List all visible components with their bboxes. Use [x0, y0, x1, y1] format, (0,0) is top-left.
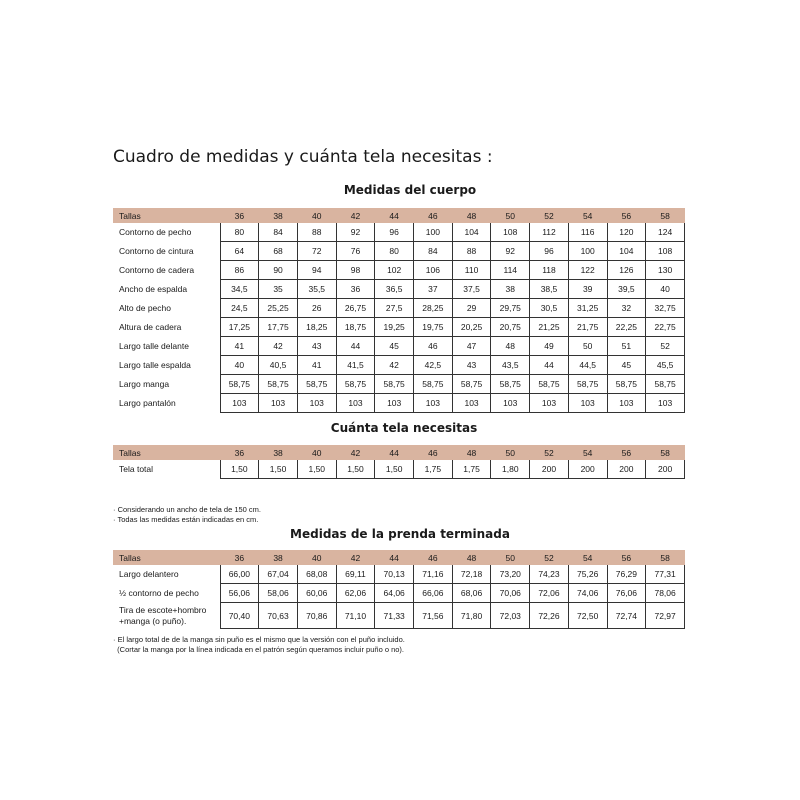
table-cell: 103 — [452, 394, 491, 413]
header-row — [113, 445, 685, 460]
row-label: Largo talle espalda — [119, 360, 191, 370]
table-cell: 51 — [607, 337, 646, 356]
table-cell: 35,5 — [297, 280, 336, 299]
table-cell: 80 — [375, 242, 414, 261]
header-row — [113, 550, 685, 565]
table-cell: 49 — [530, 337, 569, 356]
size-header: 50 — [491, 445, 530, 460]
table-cell: 72,18 — [452, 565, 491, 584]
table-cell: 88 — [452, 242, 491, 261]
table-cell: 103 — [297, 394, 336, 413]
table-cell: 98 — [336, 261, 375, 280]
size-header: 54 — [568, 445, 607, 460]
table-cell: 36 — [336, 280, 375, 299]
table-cell: 114 — [491, 261, 530, 280]
table-cell: 26 — [297, 299, 336, 318]
table-cell: 58,75 — [452, 375, 491, 394]
table-cell: 38,5 — [530, 280, 569, 299]
table-cell: 18,25 — [297, 318, 336, 337]
table-row — [113, 356, 685, 375]
table-cell: 39 — [568, 280, 607, 299]
table-cell: 58,75 — [297, 375, 336, 394]
table-cell: 45 — [607, 356, 646, 375]
table-cell: 43 — [297, 337, 336, 356]
size-header: 36 — [220, 208, 259, 223]
table-cell: 90 — [259, 261, 298, 280]
size-header: 38 — [259, 445, 298, 460]
garment-measurements-title: Medidas de la prenda terminada — [290, 527, 510, 541]
table-cell: 38 — [491, 280, 530, 299]
table-cell: 28,25 — [414, 299, 453, 318]
table-cell: 103 — [220, 394, 259, 413]
table-cell: 42,5 — [414, 356, 453, 375]
table-cell: 58,75 — [530, 375, 569, 394]
table-cell: 104 — [607, 242, 646, 261]
row-label: ½ contorno de pecho — [119, 588, 199, 598]
table-cell: 103 — [568, 394, 607, 413]
table-cell: 103 — [491, 394, 530, 413]
table-cell: 1,50 — [375, 460, 414, 479]
table-cell: 58,75 — [414, 375, 453, 394]
table-cell: 72,50 — [568, 603, 607, 629]
table-cell: 103 — [646, 394, 685, 413]
size-header: 44 — [375, 445, 414, 460]
table-cell: 47 — [452, 337, 491, 356]
size-header: 46 — [414, 445, 453, 460]
table-cell: 1,75 — [452, 460, 491, 479]
table-cell: 94 — [297, 261, 336, 280]
garment-notes — [113, 635, 405, 655]
size-header: 48 — [452, 445, 491, 460]
table-cell: 58,75 — [491, 375, 530, 394]
table-cell: 22,25 — [607, 318, 646, 337]
table-cell: 40 — [220, 356, 259, 375]
table-cell: 103 — [530, 394, 569, 413]
table-cell: 41 — [297, 356, 336, 375]
table-cell: 77,31 — [646, 565, 685, 584]
table-cell: 200 — [568, 460, 607, 479]
table-cell: 100 — [414, 223, 453, 242]
table-cell: 62,06 — [336, 584, 375, 603]
table-cell: 68,08 — [297, 565, 336, 584]
table-cell: 18,75 — [336, 318, 375, 337]
table-cell: 200 — [607, 460, 646, 479]
table-cell: 108 — [491, 223, 530, 242]
table-cell: 66,06 — [414, 584, 453, 603]
table-cell: 108 — [646, 242, 685, 261]
size-header: 50 — [491, 208, 530, 223]
table-cell: 1,50 — [297, 460, 336, 479]
table-cell: 122 — [568, 261, 607, 280]
table-row — [113, 460, 685, 479]
table-cell: 84 — [259, 223, 298, 242]
table-cell: 116 — [568, 223, 607, 242]
size-header: 54 — [568, 550, 607, 565]
table-cell: 20,25 — [452, 318, 491, 337]
table-cell: 35 — [259, 280, 298, 299]
table-cell: 71,56 — [414, 603, 453, 629]
table-cell: 73,20 — [491, 565, 530, 584]
table-cell: 41 — [220, 337, 259, 356]
table-cell: 1,80 — [491, 460, 530, 479]
table-cell: 76 — [336, 242, 375, 261]
table-cell: 29 — [452, 299, 491, 318]
table-cell: 58,75 — [336, 375, 375, 394]
table-cell: 118 — [530, 261, 569, 280]
size-header: 56 — [607, 550, 646, 565]
table-cell: 72,26 — [530, 603, 569, 629]
table-cell: 1,50 — [259, 460, 298, 479]
table-cell: 70,86 — [297, 603, 336, 629]
table-cell: 27,5 — [375, 299, 414, 318]
fabric-needed-table — [113, 445, 685, 479]
table-row — [113, 584, 685, 603]
table-cell: 103 — [607, 394, 646, 413]
table-cell: 56,06 — [220, 584, 259, 603]
table-cell: 72,03 — [491, 603, 530, 629]
table-cell: 104 — [452, 223, 491, 242]
table-cell: 30,5 — [530, 299, 569, 318]
table-cell: 17,75 — [259, 318, 298, 337]
table-cell: 66,00 — [220, 565, 259, 584]
table-row — [113, 565, 685, 584]
table-cell: 103 — [414, 394, 453, 413]
size-header: 44 — [375, 550, 414, 565]
table-cell: 58,75 — [375, 375, 414, 394]
fabric-note: · Considerando un ancho de tela de 150 cm. — [113, 505, 262, 514]
row-label: Tela total — [119, 464, 154, 475]
table-cell: 96 — [530, 242, 569, 261]
table-cell: 102 — [375, 261, 414, 280]
table-cell: 58,06 — [259, 584, 298, 603]
row-label: Contorno de cintura — [119, 246, 194, 256]
table-cell: 25,25 — [259, 299, 298, 318]
table-cell: 70,06 — [491, 584, 530, 603]
table-cell: 92 — [491, 242, 530, 261]
table-cell: 78,06 — [646, 584, 685, 603]
table-cell: 71,33 — [375, 603, 414, 629]
table-cell: 44 — [530, 356, 569, 375]
garment-measurements-table — [113, 550, 685, 629]
table-cell: 72 — [297, 242, 336, 261]
table-cell: 58,75 — [646, 375, 685, 394]
table-cell: 74,23 — [530, 565, 569, 584]
table-cell: 52 — [646, 337, 685, 356]
table-cell: 45 — [375, 337, 414, 356]
table-cell: 70,63 — [259, 603, 298, 629]
table-cell: 92 — [336, 223, 375, 242]
table-cell: 88 — [297, 223, 336, 242]
table-cell: 26,75 — [336, 299, 375, 318]
table-cell: 20,75 — [491, 318, 530, 337]
size-header: 52 — [530, 445, 569, 460]
table-cell: 43 — [452, 356, 491, 375]
table-cell: 58,75 — [568, 375, 607, 394]
size-header: 36 — [220, 550, 259, 565]
garment-note: · El largo total de de la manga sin puño es el mismo que la versión con el puño incluido. — [113, 635, 405, 644]
size-header: 42 — [336, 208, 375, 223]
garment-note: (Cortar la manga por la línea indicada en el patrón según queramos incluir puño o no). — [113, 645, 405, 654]
size-header: 40 — [297, 445, 336, 460]
table-cell: 96 — [375, 223, 414, 242]
page-title: Cuadro de medidas y cuánta tela necesitas : — [113, 147, 493, 167]
table-cell: 67,04 — [259, 565, 298, 584]
table-cell: 120 — [607, 223, 646, 242]
table-cell: 32,75 — [646, 299, 685, 318]
table-cell: 40,5 — [259, 356, 298, 375]
table-row — [113, 299, 685, 318]
size-header: 42 — [336, 550, 375, 565]
table-cell: 43,5 — [491, 356, 530, 375]
table-cell: 68 — [259, 242, 298, 261]
table-cell: 86 — [220, 261, 259, 280]
table-cell: 24,5 — [220, 299, 259, 318]
table-cell: 84 — [414, 242, 453, 261]
table-cell: 36,5 — [375, 280, 414, 299]
header-label: Tallas — [113, 550, 220, 565]
size-header: 40 — [297, 550, 336, 565]
table-cell: 124 — [646, 223, 685, 242]
table-cell: 70,40 — [220, 603, 259, 629]
table-cell: 64 — [220, 242, 259, 261]
table-cell: 76,06 — [607, 584, 646, 603]
size-header: 40 — [297, 208, 336, 223]
table-cell: 50 — [568, 337, 607, 356]
table-cell: 110 — [452, 261, 491, 280]
size-header: 42 — [336, 445, 375, 460]
table-row — [113, 375, 685, 394]
table-cell: 40 — [646, 280, 685, 299]
table-cell: 19,75 — [414, 318, 453, 337]
row-label: Largo delantero — [119, 569, 179, 580]
table-row — [113, 394, 685, 413]
header-label: Tallas — [113, 208, 220, 223]
size-header: 58 — [646, 445, 685, 460]
table-cell: 44 — [336, 337, 375, 356]
table-row — [113, 603, 685, 629]
table-cell: 21,75 — [568, 318, 607, 337]
header-label: Tallas — [113, 445, 220, 460]
size-header: 48 — [452, 208, 491, 223]
table-cell: 69,11 — [336, 565, 375, 584]
table-row — [113, 280, 685, 299]
table-cell: 32 — [607, 299, 646, 318]
size-header: 36 — [220, 445, 259, 460]
row-label: Largo pantalón — [119, 398, 176, 408]
table-row — [113, 318, 685, 337]
table-cell: 58,75 — [220, 375, 259, 394]
table-cell: 39,5 — [607, 280, 646, 299]
table-cell: 42 — [375, 356, 414, 375]
size-header: 46 — [414, 208, 453, 223]
size-header: 46 — [414, 550, 453, 565]
table-cell: 130 — [646, 261, 685, 280]
body-measurements-title: Medidas del cuerpo — [343, 183, 477, 197]
row-label: Ancho de espalda — [119, 284, 188, 294]
table-cell: 126 — [607, 261, 646, 280]
table-cell: 58,75 — [259, 375, 298, 394]
row-label: Contorno de pecho — [119, 227, 192, 238]
table-cell: 34,5 — [220, 280, 259, 299]
table-row — [113, 261, 685, 280]
table-cell: 22,75 — [646, 318, 685, 337]
table-cell: 60,06 — [297, 584, 336, 603]
table-row — [113, 242, 685, 261]
size-header: 58 — [646, 208, 685, 223]
table-cell: 1,75 — [414, 460, 453, 479]
table-row — [113, 337, 685, 356]
size-header: 58 — [646, 550, 685, 565]
row-label: Tira de escote+hombro +manga (o puño). — [119, 604, 207, 626]
table-cell: 17,25 — [220, 318, 259, 337]
table-cell: 112 — [530, 223, 569, 242]
table-cell: 21,25 — [530, 318, 569, 337]
table-cell: 68,06 — [452, 584, 491, 603]
size-header: 52 — [530, 208, 569, 223]
table-cell: 72,06 — [530, 584, 569, 603]
table-cell: 71,80 — [452, 603, 491, 629]
table-cell: 46 — [414, 337, 453, 356]
table-cell: 45,5 — [646, 356, 685, 375]
table-cell: 41,5 — [336, 356, 375, 375]
size-header: 54 — [568, 208, 607, 223]
table-cell: 72,97 — [646, 603, 685, 629]
table-cell: 103 — [336, 394, 375, 413]
table-cell: 64,06 — [375, 584, 414, 603]
size-header: 56 — [607, 445, 646, 460]
body-measurements-table — [113, 208, 685, 413]
table-cell: 19,25 — [375, 318, 414, 337]
size-header: 52 — [530, 550, 569, 565]
table-cell: 103 — [375, 394, 414, 413]
size-header: 48 — [452, 550, 491, 565]
size-header: 44 — [375, 208, 414, 223]
row-label: Contorno de cadera — [119, 265, 195, 275]
table-cell: 72,74 — [607, 603, 646, 629]
table-cell: 37,5 — [452, 280, 491, 299]
table-cell: 1,50 — [336, 460, 375, 479]
fabric-notes — [113, 505, 261, 525]
row-label: Largo talle delante — [119, 341, 189, 351]
table-cell: 80 — [220, 223, 259, 242]
table-cell: 44,5 — [568, 356, 607, 375]
table-cell: 75,26 — [568, 565, 607, 584]
table-cell: 71,10 — [336, 603, 375, 629]
row-label: Altura de cadera — [119, 322, 182, 332]
table-row — [113, 223, 685, 242]
table-cell: 74,06 — [568, 584, 607, 603]
row-label: Largo manga — [119, 379, 170, 389]
table-cell: 48 — [491, 337, 530, 356]
table-cell: 58,75 — [607, 375, 646, 394]
table-cell: 200 — [530, 460, 569, 479]
size-header: 38 — [259, 208, 298, 223]
header-row — [113, 208, 685, 223]
table-cell: 42 — [259, 337, 298, 356]
table-cell: 106 — [414, 261, 453, 280]
table-cell: 37 — [414, 280, 453, 299]
table-cell: 71,16 — [414, 565, 453, 584]
table-cell: 1,50 — [220, 460, 259, 479]
fabric-note: · Todas las medidas están indicadas en cm. — [113, 515, 259, 524]
fabric-needed-title: Cuánta tela necesitas — [330, 421, 478, 435]
size-header: 38 — [259, 550, 298, 565]
table-cell: 103 — [259, 394, 298, 413]
size-header: 56 — [607, 208, 646, 223]
size-header: 50 — [491, 550, 530, 565]
table-cell: 70,13 — [375, 565, 414, 584]
table-cell: 31,25 — [568, 299, 607, 318]
row-label: Alto de pecho — [119, 303, 171, 313]
table-cell: 200 — [646, 460, 685, 479]
table-cell: 76,29 — [607, 565, 646, 584]
table-cell: 29,75 — [491, 299, 530, 318]
table-cell: 100 — [568, 242, 607, 261]
